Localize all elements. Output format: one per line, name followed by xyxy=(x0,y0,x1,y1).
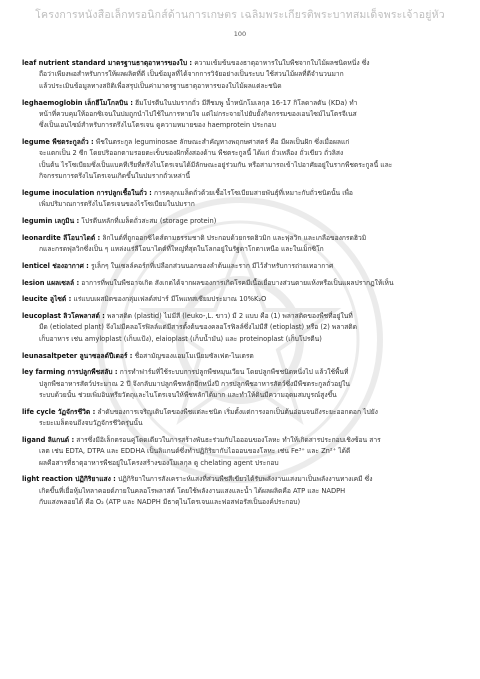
entry-first-line xyxy=(22,474,466,485)
glossary-entry xyxy=(22,137,466,183)
entry-first-line xyxy=(22,351,466,362)
entry-term: lesion แผลเซลล์ : xyxy=(22,278,80,287)
entry-definition-text: ผลคือสารที่ธาตุอาหารพืชอยู่ในโครงสร้างของโมเลกุล ดู chelating agent ประกอบ xyxy=(39,458,279,467)
entry-term: leunasaltpeter ลูนาซอลต์ปีเตอร์ : xyxy=(22,351,133,360)
entry-definition-text: เก็บอาหาร เช่น amyloplast (เก็บแป้ง), elaioplast (เก็บน้ำมัน) และ proteinoplast (เก็บโปรตีน) xyxy=(39,334,322,343)
entry-continuation-line xyxy=(22,199,466,210)
entry-term: ley farming การปลูกพืชสลับ : xyxy=(22,368,118,377)
entry-definition-text: ฮีมโปรตีนในปมรากถั่ว มีสีชมพู น้ำหนักโมเลกุล 16-17 กิโลดาลตัน (KDa) ทำ xyxy=(135,98,358,107)
glossary-entry xyxy=(22,311,466,345)
entry-definition-text: แล้วประเมินข้อมูลทางสถิติเพื่อสรุปเป็นค่ามาตรฐานธาตุอาหารของใบไม้ผลแต่ละชนิด xyxy=(39,81,282,90)
entry-definition-text: การคลุกเมล็ดถั่วด้วยเชื้อไรโซเบียมสายพันธุ์ที่เหมาะกับถั่วชนิดนั้น เพื่อ xyxy=(153,188,353,197)
entry-first-line xyxy=(22,188,466,199)
glossary-entry xyxy=(22,474,466,508)
glossary-entry xyxy=(22,367,466,401)
entry-definition-text: ลำดับของการเจริญเติบโตของพืชแต่ละชนิด เริ่มตั้งแต่การงอกเป็นต้นอ่อนจนถึงระยะออกดอก ไปยัง xyxy=(97,407,378,416)
entry-term: legume พืชตระกูลถั่ว : xyxy=(22,138,94,147)
entry-first-line xyxy=(22,261,466,272)
entry-continuation-line xyxy=(22,69,466,80)
entry-first-line xyxy=(22,278,466,289)
glossary-entry xyxy=(22,294,466,305)
entry-first-line xyxy=(22,367,466,378)
glossary-entry xyxy=(22,351,466,362)
entry-first-line xyxy=(22,407,466,418)
entry-continuation-line xyxy=(22,497,466,508)
entry-continuation-line xyxy=(22,390,466,401)
entry-term: legumin เลกูมิน : xyxy=(22,217,80,226)
entry-first-line xyxy=(22,294,466,305)
entry-definition-text: เกิดขึ้นที่เยื่อหุ้มไทลาคอยด์ภายในคลอโรพลาสต์ โดยใช้พลังงานแสงและน้ำ ได้ผลผลิตคือ ATP และ NADPH xyxy=(39,486,346,495)
entry-first-line xyxy=(22,216,466,227)
entry-continuation-line xyxy=(22,418,466,429)
entry-definition-text: ปลูกพืชอาหารสัตว์ประมาณ 2 ปี จึงกลับมาปลูกพืชหลักอีกหนึ่งปี การปลูกพืชอาหารสัตว์ซึ่งมีพืชตระกูลถั่วอยู่ใน xyxy=(39,379,350,388)
glossary-entry xyxy=(22,278,466,289)
entry-continuation-line xyxy=(22,458,466,469)
entry-definition-text: พลาสติด (plastid) ไม่มีสี (leuko-,L. ขาว) มี 2 แบบ คือ (1) พลาสติดของพืชที่อยู่ในที่ xyxy=(107,311,353,320)
entry-term: leaf nutrient standard มาตรฐานธาตุอาหารของใบ : xyxy=(22,59,193,67)
entry-continuation-line xyxy=(22,322,466,333)
entry-continuation-line xyxy=(22,334,466,345)
entry-term: leucite ลูไซต์ : xyxy=(22,295,72,304)
entry-definition-text: กและกรดฟุลวิกซึ่งเป็น ๆ แหล่งแร่ลีโอนาไดต์ที่ใหญ่ที่สุดในโลกอยู่ในรัฐดาโกตาเหนือ และในเม็กซิโก xyxy=(39,245,324,254)
entry-definition-text: แร่แบบเผสมิตของกลุ่มเฟลด์สปาร์ มีโพแทสเซียมประมาณ 10%K₂O xyxy=(73,295,267,304)
entry-first-line xyxy=(22,58,466,69)
entry-definition-text: พืชในตระกูล leguminosae ลักษณะสำคัญทางพฤกษศาสตร์ คือ มีผลเป็นฝัก ซึ่งเมื่อผลแก่ xyxy=(95,138,350,147)
entry-definition-text: ระบบด้วยนั้น ช่วยเพิ่มอินทรียวัตถุและไนโตรเจนให้พืชหลักได้มาก และทำให้ดินมีความอุดมสมบูรณ์สูงขึ้น xyxy=(39,391,337,400)
entry-continuation-line xyxy=(22,160,466,171)
entry-term: legume inoculation การปลูกเชื้อในถั่ว : xyxy=(22,188,152,197)
entry-definition-text: ซึ่งเป็นเอนไซม์สำหรับการตรึงไนโตรเจน ดูความหมายของ haemprotein ประกอบ xyxy=(39,121,276,130)
entry-first-line xyxy=(22,98,466,109)
entry-definition-text: เป็นต้น ไรโซเบียมซึ่งเป็นแบคทีเรียที่ตรึงไนโตรเจนได้มีลักษณะอยู่ร่วมกัน หรือสามารถเข้าไปอาศัยอยู่ในรากพืชตระกูลนี้ และ xyxy=(39,160,393,169)
glossary-entry xyxy=(22,261,466,272)
entry-continuation-line xyxy=(22,446,466,457)
entry-definition-text: ชื่อสามัญของแอมโมเนียมซัลเฟต-ไนเตรต xyxy=(134,351,254,360)
entry-definition-text: การทำฟาร์มที่ใช้ระบบการปลูกพืชหมุนเวียน โดยปลูกพืชชนิดหนึ่งไป แล้วใช้พื้นที่ xyxy=(119,368,349,377)
entry-first-line xyxy=(22,137,466,148)
entry-definition-text: อาการที่พบในพืชอาจเกิด สังเกตได้จากผลของการเกิดโรคมีเนื้อเยื่อบางส่วนตายแห้งหรือเป็นแผลปรากฏให้เห็น xyxy=(81,278,394,287)
entry-continuation-line xyxy=(22,379,466,390)
glossary-entry xyxy=(22,216,466,227)
entry-definition-text: ลิกไนต์ที่ถูกออกซิไดส์ตามธรรมชาติ ประกอบด้วยกรดฮิวมิก และฟุลวิก และเกลือของกรดฮิวมิ xyxy=(102,233,367,242)
entry-continuation-line xyxy=(22,120,466,131)
entry-definition-text: จะแตกเป็น 2 ซีก โดยปริออกตามรอยตะเข็บของฝักทั้งสองด้าน พืชตระกูลนี้ ได้แก่ ถั่วเหลือง ถั่วเขียว ถั่วลิสง xyxy=(39,149,344,158)
entry-definition-text: ความเข้มข้นของธาตุอาหารในใบพืชจากใบไม้ผลชนิดหนึ่ง ซึ่ง xyxy=(194,59,370,67)
entry-term: lenticel ช่องอากาศ : xyxy=(22,261,89,270)
entry-term: leucoplast ลิวโคพลาสต์ : xyxy=(22,311,105,320)
glossary-entry xyxy=(22,233,466,256)
glossary-entry xyxy=(22,188,466,211)
entry-continuation-line xyxy=(22,244,466,255)
entry-definition-text: สารซึ่งมีอิเล็กตรอนคู่โดดเดียวในการสร้างพันธะร่วมกับไอออนของโลหะ ทำให้เกิดสารประกอบเชิงซ้อน สาร xyxy=(76,435,381,444)
entry-continuation-line xyxy=(22,171,466,182)
entry-definition-text: หน้าที่ควบคุมให้ออกซิเจนในปมถูกนำไปใช้ในการหายใจ แต่ไม่กระจายไปยับยั้งกิจกรรมของเอนไซม์ไนโตรจีเนส xyxy=(39,109,357,118)
entry-term: ligand ลิแกนด์ : xyxy=(22,435,75,444)
page-number: 100 xyxy=(233,30,247,38)
entry-term: leghaemoglobin เล็กฮีโมโกลบิน : xyxy=(22,98,133,107)
entry-definition-text: ปฏิกิริยาในการสังเคราะห์แสงที่ส่วนพืชสีเขียวได้รับพลังงานแสงมาเป็นพลังงานทางเคมี ซึ่ง xyxy=(118,475,373,484)
entry-definition-text: ถือว่าเพียงพอสำหรับการให้ผลผลิตที่ดี เป็นข้อมูลที่ได้จากการวิจัยอย่างเป็นระบบ ใช้สวนไม้ผลที่ดีจำนวนมาก xyxy=(39,70,344,79)
entry-definition-text: ระยะเมล็ดจนถึงจบวัฏจักรชีวิตรุ่นนั้น xyxy=(39,419,143,428)
entry-definition-text: เพิ่มปริมาณการตรึงไนโตรเจนของไรโซเบียมในปมราก xyxy=(39,200,195,209)
entry-definition-text: มืด (etiolated plant) จึงไม่มีคลอโรฟิลล์แต่มีสารตั้งต้นของคลอโรฟิลล์ซึ่งไม่มีสี (etioplast) หรือ (2) พลาสติด xyxy=(39,323,357,332)
entry-continuation-line xyxy=(22,148,466,159)
entry-continuation-line xyxy=(22,109,466,120)
glossary-entry xyxy=(22,435,466,469)
entry-first-line xyxy=(22,311,466,322)
entry-definition-text: กิจกรรมการตรึงไนโตรเจนเกิดขึ้นในปมรากถั่วเหล่านี้ xyxy=(39,172,191,181)
entry-definition-text: เลต เช่น EDTA, DTPA และ EDDHA เป็นลิแกนด์ซึ่งทำปฏิกิริยากับไอออนของโลหะ เช่น Fe³⁺ และ Zn²⁺ ได้ดี xyxy=(39,447,351,456)
entry-definition-text: รูเล็กๆ ในเซลล์คอร์กที่เปลือกส่วนนอกของลำต้นและราก มีไว้สำหรับการถ่ายเทอากาศ xyxy=(90,261,334,270)
entry-term: light reaction ปฏิกิริยาแสง : xyxy=(22,475,116,484)
entry-definition-text: กับแสงพลอยได้ คือ O₂ (ATP และ NADPH มีธาตุไนโตรเจนและฟอสฟอรัสเป็นองค์ประกอบ) xyxy=(39,498,301,507)
glossary-entry xyxy=(22,407,466,430)
entry-continuation-line xyxy=(22,81,466,92)
entry-first-line xyxy=(22,233,466,244)
entry-continuation-line xyxy=(22,486,466,497)
entry-first-line xyxy=(22,435,466,446)
running-head: โครงการหนังสือเล็กทรอนิกส์ด้านการเกษตร เฉลิมพระเกียรติพระบาทสมเด็จพระเจ้าอยู่หัว xyxy=(35,9,445,21)
entry-definition-text: โปรตีนหลักที่เมล็ดถั่วสะสม (storage protein) xyxy=(81,217,217,226)
glossary-entry xyxy=(22,98,466,132)
entry-term: leonardite ลีโอนาไดต์ : xyxy=(22,233,101,242)
entry-term: life cycle วัฏจักรชีวิต : xyxy=(22,407,96,416)
glossary-entry xyxy=(22,58,466,92)
glossary-entries xyxy=(22,58,466,514)
